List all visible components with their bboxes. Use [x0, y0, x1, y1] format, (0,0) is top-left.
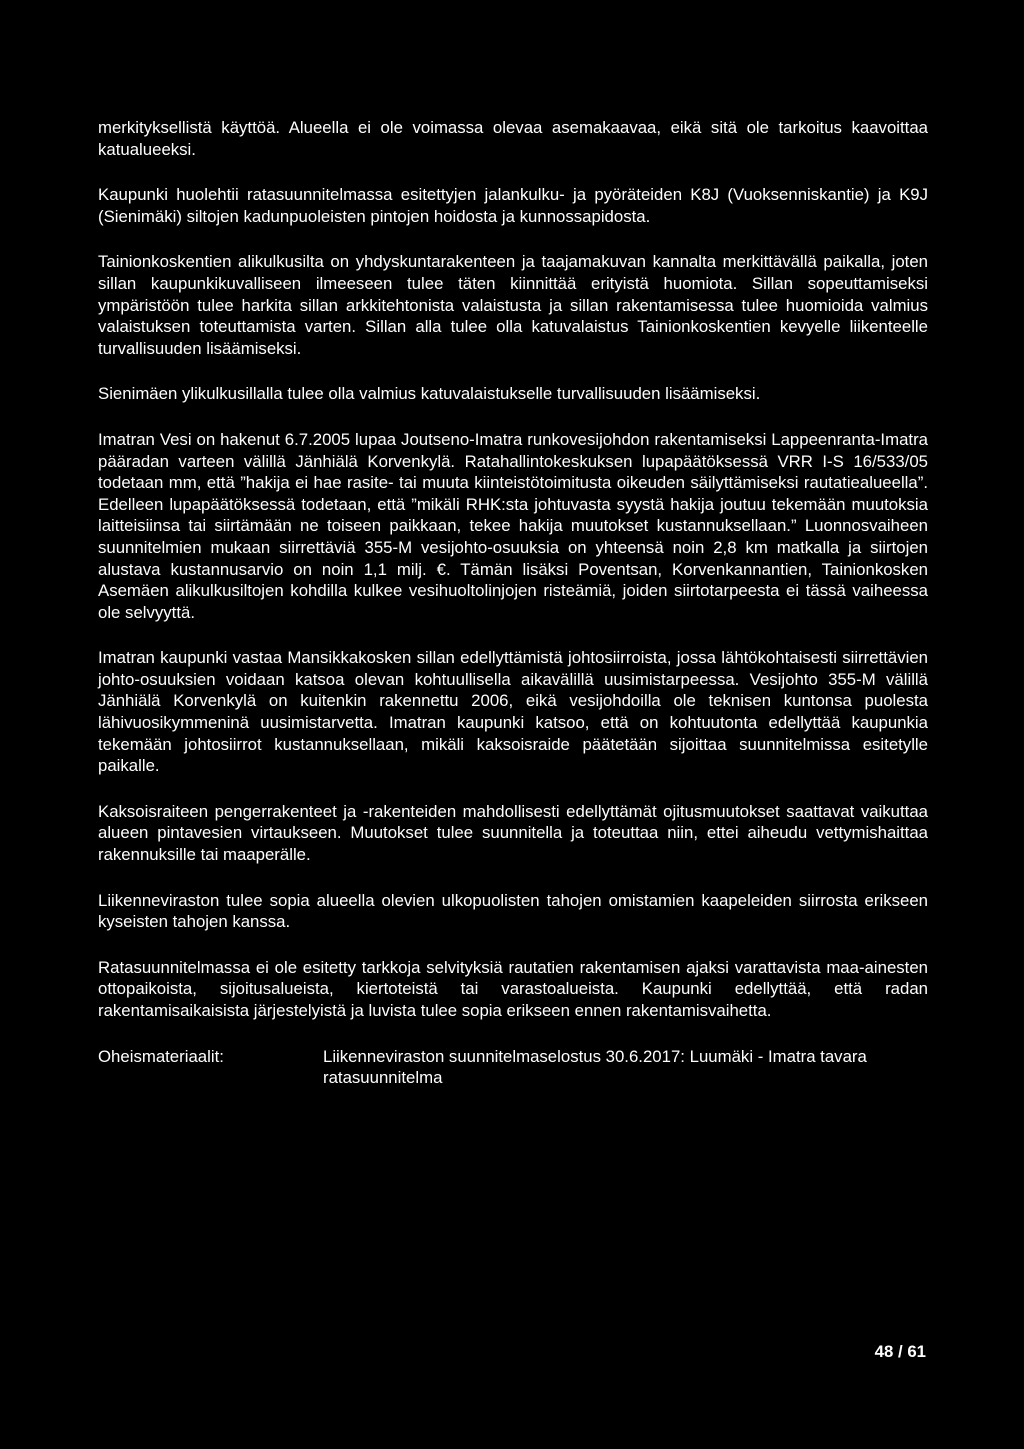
- paragraph-cables: Liikenneviraston tulee sopia alueella olevien ulkopuolisten tahojen omistamien kaapeleiden siirrosta erikseen kyseisten tahojen kanssa.: [98, 890, 928, 932]
- attachment-row: [98, 1046, 928, 1089]
- paragraph-underpass-lighting: Tainionkoskentien alikulkusilta on yhdyskuntarakenteen ja taajamakuvan kannalta merkittävällä paikalla, joten sillan kaupunkikuvalliseen ilmeeseen tulee täten kiinnittää erityistä huomiota. Sillan sopeuttamiseksi ympäristöön tulee harkita sillan arkkitehtonista valaistusta ja sillan rakentamisessa tulee huomioida valmius valaistuksen toteuttamista varten. Sillan alla tulee olla katuvalaistus Tainionkoskentien kevyelle liikenteelle turvallisuuden lisäämiseksi.: [98, 252, 928, 358]
- paragraph-pipe-relocation: Imatran kaupunki vastaa Mansikkakosken sillan edellyttämistä johtosiirroista, jossa lähtökohtaisesti siirrettävien johto-osuuksien voidaan katsoa olevan kohtuullisella aikavälillä uusimistarpeessa. Vesijohto 355-M välillä Jänhiälä Korvenkylä on kuitenkin rakennettu 2006, eikä vesijohdoilla ole teknisen kuntonsa puolesta lähivuosikymmeninä uusimistarvetta. Imatran kaupunki katsoo, että on kohtuutonta edellyttää kaupunkia tekemään johtosiirrot kustannuksellaan, mikäli kaksoisraide päätetään sijoittaa suunnitelmissa esitetylle paikalle.: [98, 648, 928, 776]
- paragraph-water-pipeline: Imatran Vesi on hakenut 6.7.2005 lupaa Joutseno-Imatra runkovesijohdon rakentamiseksi Lappeenranta-Imatra pääradan varteen välillä Jänhiälä Korvenkylä. Ratahallintokeskuksen lupapäätöksessä VRR I-S 16/533/05 todetaan mm, että ”hakija ei hae rasite- tai muuta kiinteistötoimitusta oikeuden säilyttämiseksi rautatiealueella”. Edelleen lupapäätöksessä todetaan, että ”mikäli RHK:sta johtuvasta syystä hakija joutuu tekemään muutoksia laitteisiinsa tai siirtämään ne toiseen paikkaan, tekee hakija muutokset kustannuksellaan.” Luonnosvaiheen suunnitelmien mukaan siirrettäviä 355-M vesijohto-osuuksia on yhteensä noin 2,8 km matkalla ja siirtojen alustava kustannusarvio on noin 1,1 milj. €. Tämän lisäksi Poventsan, Korvenkannantien, Tainionkosken Asemäen alikulkusiltojen kohdilla kulkee vesihuoltolinjojen risteämiä, joiden siirtotarpeesta ei tässä vaiheessa ole selvyyttä.: [98, 429, 928, 622]
- paragraph-drainage: Kaksoisraiteen pengerrakenteet ja -rakenteiden mahdollisesti edellyttämät ojitusmuutokset saattavat vaikuttaa alueen pintavesien virtaukseen. Muutokset tulee suunnitella ja toteuttaa niin, ettei aiheudu vettymishaittaa rakennuksille tai maaperälle.: [98, 801, 928, 865]
- paragraph-bridge-maintenance: Kaupunki huolehtii ratasuunnitelmassa esitettyjen jalankulku- ja pyöräteiden K8J (Vuoksenniskantie) ja K9J (Sienimäki) siltojen kadunpuoleisten pintojen hoidosta ja kunnossapidosta.: [98, 185, 928, 226]
- paragraph-zoning: merkityksellistä käyttöä. Alueella ei ole voimassa olevaa asemakaavaa, eikä sitä ole tarkoitus kaavoittaa katualueeksi.: [98, 118, 928, 159]
- attachment-value: Liikenneviraston suunnitelmaselostus 30.6.2017: Luumäki - Imatra tavara ratasuunnitelma: [323, 1046, 867, 1088]
- document-body: [98, 117, 928, 1089]
- paragraph-construction-arrangements: Ratasuunnitelmassa ei ole esitetty tarkkoja selvityksiä rautatien rakentamisen ajaksi varattavista maa-ainesten ottopaikoista, sijoitusalueista, kiertoteistä tai varastoalueista. Kaupunki edellyttää, että radan rakentamisaikaisista järjestelyistä ja luvista tulee sopia erikseen ennen rakentamisvaihetta.: [98, 957, 928, 1020]
- paragraph-overpass-lighting: Sienimäen ylikulkusillalla tulee olla valmius katuvalaistukselle turvallisuuden lisäämiseksi.: [98, 384, 761, 404]
- attachment-label: Oheismateriaalit:: [98, 1046, 224, 1066]
- page-number: 48 / 61: [874, 1342, 926, 1361]
